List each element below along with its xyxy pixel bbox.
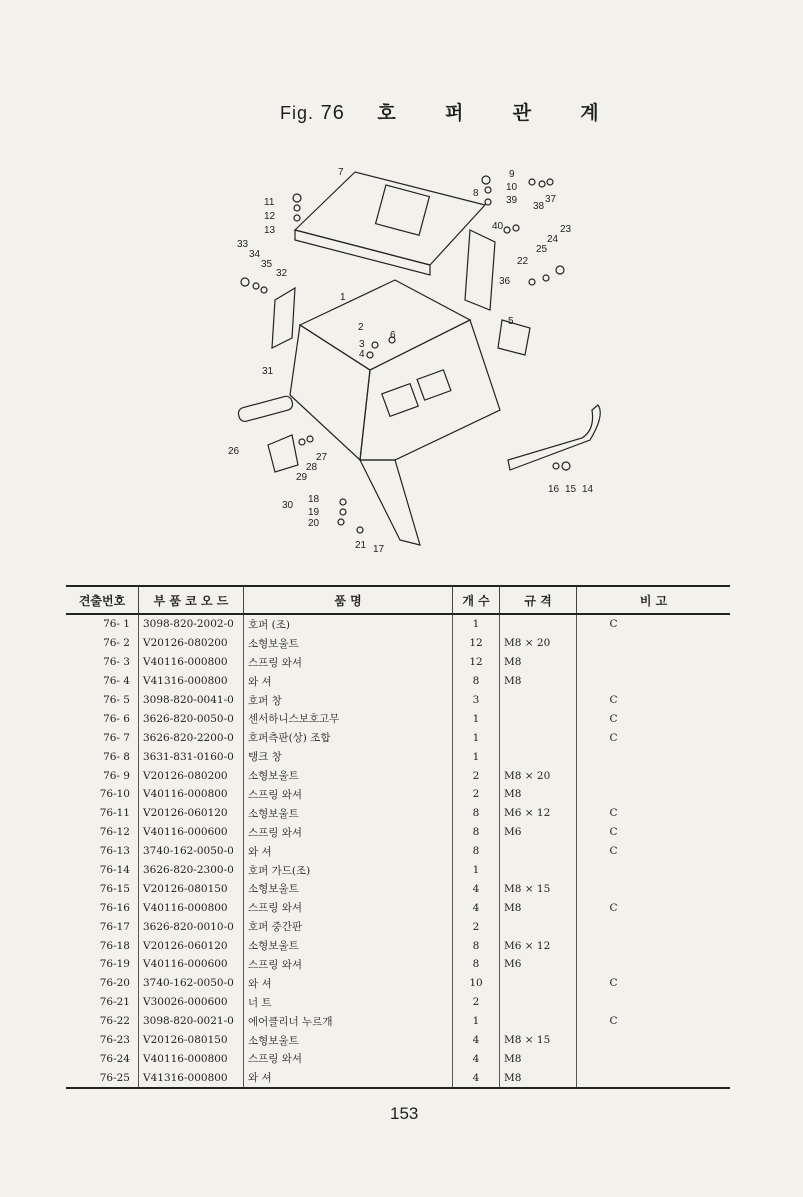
figure-number: 76 [320,102,345,124]
quantity-cell: 4 [453,898,500,917]
header-part-code: 부 품 코 오 드 [139,586,244,614]
part-code-cell: V20126-080200 [139,766,244,785]
callout-28: 28 [306,462,318,473]
quantity-cell: 8 [453,842,500,861]
spec-cell [500,747,577,766]
quantity-cell: 8 [453,955,500,974]
header-quantity: 개 수 [453,586,500,614]
remarks-cell [577,955,731,974]
body-window-2 [417,370,451,400]
part-code-cell: 3098-820-0021-0 [139,1012,244,1031]
callout-19: 19 [308,507,320,518]
item-no-cell: 76- 7 [103,731,130,744]
callout-30: 30 [282,500,294,511]
part-name-cell: 스프링 와셔 [244,955,453,974]
item-no-cell: 76- 1 [103,618,130,631]
callout-37: 37 [545,194,557,205]
part-name-cell: 소형보울트 [244,804,453,823]
hopper-guard [508,405,600,470]
part-code-cell: V41316-000800 [139,1068,244,1088]
remarks-cell [577,861,731,880]
spec-cell [500,842,577,861]
remarks-mark: C [609,618,618,631]
table-row [66,691,730,710]
table-row [66,974,730,993]
item-no-cell: 76- 3 [103,656,130,669]
part-name-cell: 너 트 [244,993,453,1012]
quantity-cell: 12 [453,653,500,672]
header-item-no: 견출번호 [66,586,139,614]
spec-cell: M8 [500,785,577,804]
part-code-cell: 3631-831-0160-0 [139,747,244,766]
callout-23: 23 [560,224,572,235]
item-no-cell: 76-12 [99,826,130,839]
quantity-cell: 4 [453,879,500,898]
spec-cell [500,974,577,993]
part-code-cell: 3740-162-0050-0 [139,974,244,993]
table-row [66,917,730,936]
part-name-cell: 호퍼 창 [244,691,453,710]
callout-3: 3 [359,339,365,350]
part-name-cell: 센서하니스보호고무 [244,709,453,728]
remarks-cell [577,1012,731,1031]
table-row [66,804,730,823]
spec-cell [500,917,577,936]
quantity-cell: 1 [453,614,500,634]
callout-1: 1 [340,292,346,303]
part-code-cell: 3626-820-0050-0 [139,709,244,728]
table-row [66,879,730,898]
quantity-cell: 1 [453,1012,500,1031]
part-name-cell: 스프링 와셔 [244,823,453,842]
part-name-cell: 호퍼 중간판 [244,917,453,936]
part-code-cell: V30026-000600 [139,993,244,1012]
spec-cell [500,709,577,728]
table-row [66,766,730,785]
item-no-cell: 76- 9 [103,769,130,782]
spec-cell: M8 [500,898,577,917]
remarks-cell [577,898,731,917]
quantity-cell: 10 [453,974,500,993]
item-no-cell: 76-20 [99,977,130,990]
table-row [66,861,730,880]
table-row [66,1068,730,1088]
callout-7: 7 [338,167,344,178]
table-row [66,842,730,861]
figure-title [280,98,621,125]
remarks-cell [577,917,731,936]
callout-21: 21 [355,540,367,551]
callout-22: 22 [517,256,529,267]
quantity-cell: 4 [453,1068,500,1088]
header-part-name: 품 명 [244,586,453,614]
item-no-cell: 76-21 [99,996,130,1009]
remarks-cell [577,1068,731,1088]
spec-cell [500,861,577,880]
quantity-cell: 3 [453,691,500,710]
item-no-cell: 76- 6 [103,712,130,725]
callout-18: 18 [308,494,320,505]
quantity-cell: 1 [453,728,500,747]
remarks-cell [577,1049,731,1068]
callout-labels [228,167,594,555]
exploded-parts-diagram [220,160,610,560]
table-row [66,955,730,974]
table-row [66,936,730,955]
table-row [66,898,730,917]
item-no-cell: 76-14 [99,864,130,877]
hopper-body [300,280,470,370]
part-name-cell: 스프링 와셔 [244,653,453,672]
part-name-cell: 소형보울트 [244,766,453,785]
table-row [66,1031,730,1050]
part-code-cell: V40116-000800 [139,653,244,672]
quantity-cell: 4 [453,1031,500,1050]
spec-cell: M6 × 12 [500,804,577,823]
remarks-cell [577,785,731,804]
quantity-cell: 4 [453,1049,500,1068]
part-code-cell: V40116-000800 [139,785,244,804]
callout-40: 40 [492,221,504,232]
item-no-cell: 76-19 [99,958,130,971]
table-row [66,634,730,653]
remarks-cell [577,691,731,710]
part-code-cell: 3098-820-2002-0 [139,614,244,634]
part-name-cell: 소형보울트 [244,879,453,898]
callout-24: 24 [547,234,559,245]
header-remarks: 비 고 [577,586,731,614]
item-no-cell: 76- 4 [103,675,130,688]
remarks-mark: C [609,694,618,706]
spec-cell [500,614,577,634]
remarks-mark: C [609,826,618,839]
part-name-cell: 와 셔 [244,842,453,861]
item-no-cell: 76-15 [99,882,130,895]
remarks-cell [577,614,731,634]
part-code-cell: 3626-820-2200-0 [139,728,244,747]
item-no-cell: 76- 8 [103,750,130,763]
table-row [66,672,730,691]
figure-name: 호 퍼 관 계 [377,103,621,124]
remarks-mark: C [609,1015,618,1028]
quantity-cell: 2 [453,917,500,936]
quantity-cell: 12 [453,634,500,653]
remarks-cell [577,1031,731,1050]
part-name-cell: 스프링 와셔 [244,1049,453,1068]
remarks-cell [577,879,731,898]
item-no-cell: 76-23 [99,1034,130,1047]
remarks-cell [577,653,731,672]
callout-15: 15 [565,484,577,495]
callout-27: 27 [316,452,328,463]
part-code-cell: V40116-000600 [139,955,244,974]
spec-cell: M8 [500,1049,577,1068]
quantity-cell: 1 [453,747,500,766]
part-name-cell: 와 셔 [244,974,453,993]
callout-8: 8 [473,188,479,199]
part-code-cell: V40116-000800 [139,1049,244,1068]
quantity-cell: 2 [453,785,500,804]
item-no-cell: 76-16 [99,901,130,914]
table-row [66,747,730,766]
lid-window [376,185,430,235]
parts-table [66,585,730,1089]
air-cleaner-tube [237,395,294,423]
callout-33: 33 [237,239,249,250]
spec-cell: M6 × 12 [500,936,577,955]
callout-10: 10 [506,182,518,193]
item-no-cell: 76-11 [99,807,130,820]
table-row [66,823,730,842]
part-name-cell: 와 셔 [244,1068,453,1088]
side-bracket [465,230,495,310]
callout-16: 16 [548,484,560,495]
item-no-cell: 76- 2 [103,637,130,650]
spec-cell [500,728,577,747]
callout-12: 12 [264,211,276,222]
remarks-cell [577,709,731,728]
part-code-cell: 3740-162-0050-0 [139,842,244,861]
part-code-cell: V41316-000800 [139,672,244,691]
part-code-cell: V20126-080150 [139,879,244,898]
remarks-mark: C [609,731,618,744]
remarks-mark: C [609,901,618,914]
part-code-cell: V20126-080150 [139,1031,244,1050]
part-code-cell: V20126-060120 [139,804,244,823]
body-window-1 [382,384,418,417]
part-code-cell: V40116-000800 [139,898,244,917]
remarks-cell [577,634,731,653]
part-code-cell: V20126-080200 [139,634,244,653]
remarks-cell [577,728,731,747]
callout-29: 29 [296,472,308,483]
part-code-cell: 3626-820-0010-0 [139,917,244,936]
callout-20: 20 [308,518,320,529]
table-row [66,993,730,1012]
lower-bracket [268,435,298,472]
item-no-cell: 76-22 [99,1015,130,1028]
table-row [66,1012,730,1031]
part-name-cell: 호퍼 가드(조) [244,861,453,880]
part-name-cell: 스프링 와셔 [244,785,453,804]
callout-34: 34 [249,249,261,260]
callout-13: 13 [264,225,276,236]
callout-17: 17 [373,544,385,555]
part-name-cell: 호퍼 (조) [244,614,453,634]
item-no-cell: 76-10 [99,788,130,801]
part-name-cell: 소형보울트 [244,634,453,653]
callout-36: 36 [499,276,511,287]
spec-cell: M8 [500,672,577,691]
quantity-cell: 8 [453,936,500,955]
quantity-cell: 8 [453,804,500,823]
callout-11: 11 [264,197,275,208]
item-no-cell: 76-18 [99,939,130,952]
callout-25: 25 [536,244,548,255]
sensor-cover [498,320,530,355]
quantity-cell: 1 [453,709,500,728]
table-row [66,614,730,634]
remarks-mark: C [609,845,618,858]
spec-cell [500,993,577,1012]
callout-32: 32 [276,268,288,279]
remarks-mark: C [609,712,618,725]
callout-31: 31 [262,366,274,377]
item-no-cell: 76- 5 [103,694,130,706]
part-name-cell: 와 셔 [244,672,453,691]
part-name-cell: 소형보울트 [244,936,453,955]
remarks-mark: C [609,977,618,990]
part-name-cell: 호퍼측판(상) 조합 [244,728,453,747]
item-no-cell: 76-13 [99,845,130,858]
quantity-cell: 8 [453,672,500,691]
table-row [66,785,730,804]
callout-4: 4 [359,349,365,360]
quantity-cell: 2 [453,993,500,1012]
spec-cell: M8 × 20 [500,766,577,785]
item-no-cell: 76-24 [99,1052,130,1065]
parts-table-body [66,614,730,1088]
table-row [66,709,730,728]
callout-38: 38 [533,201,545,212]
spec-cell: M6 [500,955,577,974]
spec-cell: M8 × 15 [500,1031,577,1050]
remarks-cell [577,936,731,955]
remarks-mark: C [609,807,618,820]
spec-cell [500,691,577,710]
part-code-cell: V40116-000600 [139,823,244,842]
remarks-cell [577,993,731,1012]
figure-prefix: Fig. [280,103,315,123]
remarks-cell [577,974,731,993]
left-plate [272,288,295,348]
quantity-cell: 8 [453,823,500,842]
callout-26: 26 [228,446,240,457]
part-name-cell: 스프링 와셔 [244,898,453,917]
callout-6: 6 [390,330,396,341]
part-name-cell: 소형보울트 [244,1031,453,1050]
spec-cell: M8 × 15 [500,879,577,898]
callout-5: 5 [508,316,514,327]
part-code-cell: V20126-060120 [139,936,244,955]
callout-14: 14 [582,484,594,495]
item-no-cell: 76-17 [99,920,130,933]
part-code-cell: 3626-820-2300-0 [139,861,244,880]
table-row [66,653,730,672]
table-header-row [66,586,730,614]
spec-cell [500,1012,577,1031]
remarks-cell [577,672,731,691]
parts-table-wrapper [66,585,730,1089]
table-row [66,728,730,747]
callout-35: 35 [261,259,273,270]
remarks-cell [577,842,731,861]
spec-cell: M8 × 20 [500,634,577,653]
callout-2: 2 [358,322,364,333]
spec-cell: M8 [500,653,577,672]
quantity-cell: 1 [453,861,500,880]
remarks-cell [577,804,731,823]
spec-cell: M6 [500,823,577,842]
page-number: 153 [390,1104,419,1123]
header-spec: 규 격 [500,586,577,614]
callout-9: 9 [509,169,515,180]
callout-39: 39 [506,195,518,206]
part-name-cell: 탱크 창 [244,747,453,766]
part-code-cell: 3098-820-0041-0 [139,691,244,710]
spec-cell: M8 [500,1068,577,1088]
item-no-cell: 76-25 [66,1068,139,1088]
remarks-cell [577,823,731,842]
remarks-cell [577,766,731,785]
table-row [66,1049,730,1068]
part-name-cell: 에어클리너 누르개 [244,1012,453,1031]
remarks-cell [577,747,731,766]
quantity-cell: 2 [453,766,500,785]
